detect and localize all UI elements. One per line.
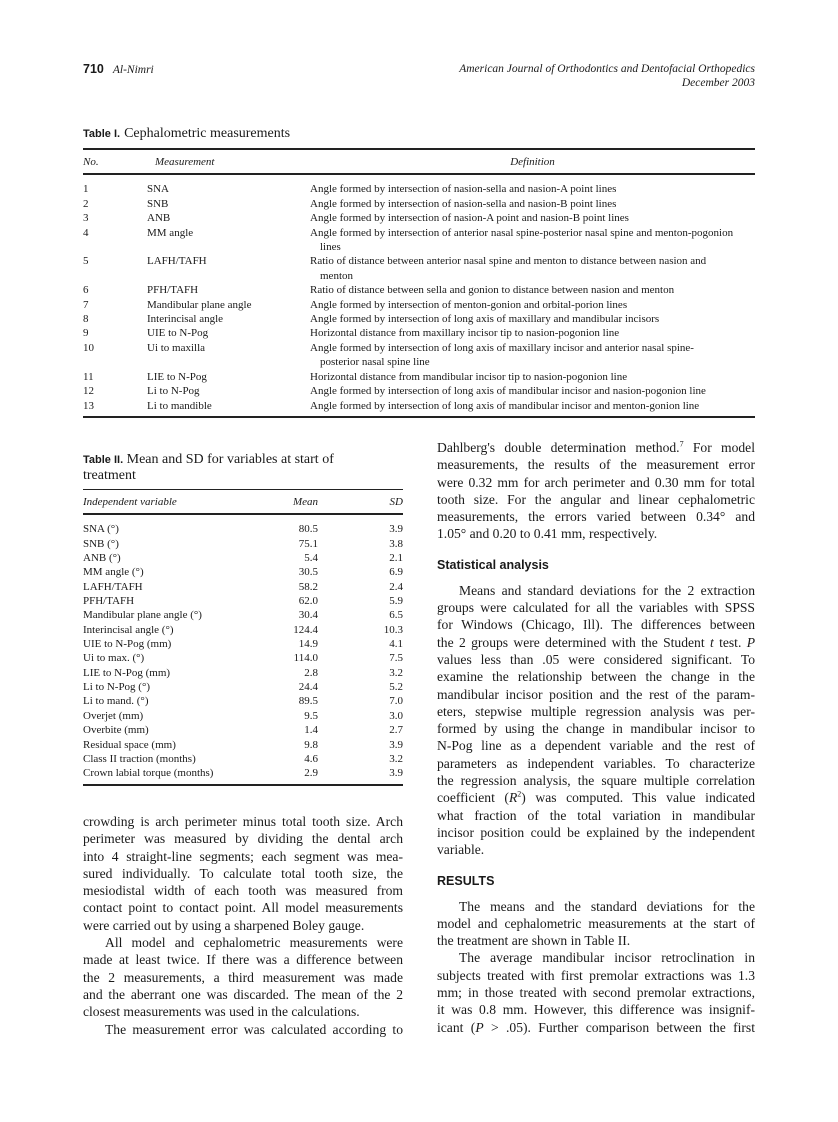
measurement-name: Interincisal angle bbox=[147, 313, 224, 326]
definition bbox=[310, 384, 755, 398]
text-line: mesiodistal width of each tooth was measured from bbox=[83, 883, 403, 899]
sd-value: 3.0 bbox=[389, 709, 403, 722]
variable-name: SNA (°) bbox=[83, 523, 119, 536]
sd-value: 7.5 bbox=[389, 652, 403, 665]
sd-value: 6.9 bbox=[389, 566, 403, 579]
table-row bbox=[83, 723, 403, 737]
measurement-name: SNB bbox=[147, 197, 169, 210]
variable-name: LAFH/TAFH bbox=[83, 580, 143, 593]
page-number: 710 bbox=[83, 62, 104, 76]
column-header: No. bbox=[83, 156, 99, 168]
definition bbox=[310, 283, 755, 297]
definition-line: Angle formed by intersection of nasion-A point and nasion-B point lines bbox=[310, 212, 629, 225]
text-line: what fraction of the total variation in mandibular bbox=[437, 807, 755, 823]
text-segment: the 2 groups were determined with the Student bbox=[437, 634, 710, 650]
definition bbox=[310, 341, 755, 370]
table-row bbox=[83, 738, 403, 752]
text-line: measurements, the results of the measurement error bbox=[437, 457, 755, 473]
text-line bbox=[437, 1019, 755, 1036]
column-header: SD bbox=[389, 496, 403, 508]
table-row bbox=[83, 312, 755, 326]
text-line: the treatment are shown in Table II. bbox=[437, 933, 631, 949]
sd-value: 6.5 bbox=[389, 609, 403, 622]
table-row bbox=[83, 326, 755, 340]
table-row bbox=[83, 537, 403, 551]
table-row bbox=[83, 637, 403, 651]
text-line: measurements, the errors varied between 0.34° and bbox=[437, 509, 755, 525]
definition-line: Horizontal distance from mandibular incisor tip to nasion-pogonion line bbox=[310, 370, 628, 383]
variable-name: ANB (°) bbox=[83, 552, 121, 565]
table-row bbox=[83, 399, 755, 413]
table-row bbox=[83, 680, 403, 694]
text-segment: > .05). Further comparison between the first bbox=[483, 1019, 755, 1035]
text-line bbox=[437, 634, 755, 651]
table-row bbox=[83, 623, 403, 637]
definition bbox=[310, 211, 755, 225]
sd-value: 2.7 bbox=[389, 724, 403, 737]
definition-line: Ratio of distance between anterior nasal spine and menton to distance between nasion and bbox=[310, 255, 707, 268]
row-number: 12 bbox=[83, 385, 94, 398]
mean-value: 30.4 bbox=[298, 609, 318, 622]
text-segment: P bbox=[746, 634, 755, 650]
column-header: Measurement bbox=[155, 156, 215, 168]
text-line: into 4 straight-line segments; each segment was mea- bbox=[83, 848, 403, 864]
variable-name: SNB (°) bbox=[83, 537, 119, 550]
right-text-column bbox=[437, 439, 755, 1036]
row-number: 2 bbox=[83, 197, 89, 210]
sd-value: 3.2 bbox=[389, 666, 403, 679]
definition-line: Ratio of distance between sella and gonion to distance between nasion and menton bbox=[310, 284, 675, 297]
definition bbox=[310, 254, 755, 283]
row-number: 9 bbox=[83, 327, 89, 340]
text-line: All model and cephalometric measurements were bbox=[105, 935, 403, 951]
table-row bbox=[83, 752, 403, 766]
table-row bbox=[83, 298, 755, 312]
table-2 bbox=[83, 452, 403, 786]
text-segment: Dahlberg's double determination method. bbox=[437, 440, 680, 455]
mean-value: 58.2 bbox=[298, 580, 318, 593]
measurement-name: Li to N-Pog bbox=[147, 385, 200, 398]
sd-value: 3.9 bbox=[389, 523, 403, 536]
mean-value: 9.8 bbox=[304, 738, 318, 751]
definition bbox=[310, 370, 755, 384]
measurement-name: Ui to maxilla bbox=[147, 341, 206, 354]
text-line: mandibular incisor position and the rest of the param- bbox=[437, 686, 755, 702]
table-1 bbox=[83, 124, 755, 418]
definition-line: Angle formed by intersection of long axis of maxillary and mandibular incisors bbox=[310, 313, 660, 326]
running-header-right bbox=[459, 62, 755, 90]
variable-name: Mandibular plane angle (°) bbox=[83, 609, 202, 622]
running-header-left bbox=[83, 62, 154, 77]
table-row bbox=[83, 694, 403, 708]
mean-value: 5.4 bbox=[304, 552, 318, 565]
text-line: it was 0.8 mm. However, this difference was insignif- bbox=[437, 1002, 755, 1018]
superscript: 2 bbox=[517, 789, 522, 799]
table-row bbox=[83, 197, 755, 211]
mean-value: 14.9 bbox=[298, 638, 318, 651]
sd-value: 3.9 bbox=[389, 767, 403, 780]
text-line: parameters as independent variables. To characterize bbox=[437, 755, 755, 771]
text-line: the regression analysis, the square multiple correlation bbox=[437, 773, 755, 789]
text-line: 1.05° and 0.20 to 0.41 mm, respectively. bbox=[437, 526, 658, 542]
row-number: 13 bbox=[83, 399, 94, 412]
mean-value: 75.1 bbox=[298, 537, 318, 550]
text-line: The average mandibular incisor retroclination in bbox=[459, 950, 755, 966]
superscript: 7 bbox=[679, 439, 684, 449]
variable-name: Interincisal angle (°) bbox=[83, 623, 174, 636]
table-row bbox=[83, 666, 403, 680]
row-number: 11 bbox=[83, 370, 94, 383]
measurement-name: LAFH/TAFH bbox=[147, 255, 207, 268]
text-line: were carried out by using a sharpened Boley gauge. bbox=[83, 917, 365, 933]
text-segment: R bbox=[508, 790, 518, 806]
text-line bbox=[437, 789, 755, 806]
mean-value: 62.0 bbox=[298, 595, 318, 608]
definition-line: Angle formed by intersection of nasion-sella and nasion-B point lines bbox=[310, 197, 617, 210]
variable-name: MM angle (°) bbox=[83, 566, 144, 579]
text-line: crowding is arch perimeter minus total tooth size. Arch bbox=[83, 814, 403, 829]
table-title: treatment bbox=[83, 468, 136, 483]
row-number: 5 bbox=[83, 255, 89, 268]
text-segment: test. bbox=[713, 634, 747, 650]
table-row bbox=[83, 651, 403, 665]
definition bbox=[310, 326, 755, 340]
sd-value: 3.9 bbox=[389, 738, 403, 751]
table-row bbox=[83, 594, 403, 608]
text-line: were 0.32 mm for arch perimeter and 0.30 mm for total bbox=[437, 474, 755, 490]
text-segment: t bbox=[709, 634, 714, 650]
variable-name: Residual space (mm) bbox=[83, 738, 176, 751]
text-line: and the aberrant one was discarded. The mean of the 2 bbox=[83, 986, 403, 1002]
table-label: Table I. bbox=[83, 128, 121, 140]
text-line: groups were calculated for all the variables with SPSS bbox=[437, 600, 755, 616]
definition-line: lines bbox=[320, 241, 341, 254]
table-row bbox=[83, 709, 403, 723]
measurement-name: Li to mandible bbox=[147, 399, 212, 412]
variable-name: Crown labial torque (months) bbox=[83, 767, 214, 780]
variable-name: LIE to N-Pog (mm) bbox=[83, 666, 171, 679]
text-line: made at least twice. If there was a difference between bbox=[83, 952, 403, 968]
text-line: values less than .05 were considered significant. To bbox=[437, 651, 755, 667]
text-line bbox=[437, 439, 755, 456]
definition-line: Angle formed by intersection of long axis of maxillary incisor and anterior nasal spine- bbox=[310, 341, 694, 354]
definition bbox=[310, 399, 755, 413]
text-segment: icant ( bbox=[437, 1019, 476, 1035]
row-number: 8 bbox=[83, 313, 89, 326]
row-number: 4 bbox=[83, 226, 89, 239]
measurement-name: MM angle bbox=[147, 226, 194, 239]
sd-value: 3.8 bbox=[389, 537, 403, 550]
table-title: Cephalometric measurements bbox=[124, 126, 291, 141]
text-line: model and cephalometric measurements at the start of bbox=[437, 915, 755, 931]
definition bbox=[310, 174, 755, 196]
definition-line: Angle formed by intersection of nasion-sella and nasion-A point lines bbox=[310, 183, 617, 196]
issue-date: December 2003 bbox=[681, 77, 755, 89]
mean-value: 80.5 bbox=[298, 523, 318, 536]
row-number: 3 bbox=[83, 212, 89, 225]
column-header: Definition bbox=[510, 156, 555, 168]
column-header: Mean bbox=[292, 496, 318, 508]
section-heading: Statistical analysis bbox=[437, 557, 549, 572]
variable-name: Li to mand. (°) bbox=[83, 695, 149, 708]
text-line: closest measurements was used in the calculations. bbox=[83, 1004, 360, 1020]
sd-value: 2.4 bbox=[389, 580, 403, 593]
measurement-name: Mandibular plane angle bbox=[147, 298, 252, 311]
definition-line: posterior nasal spine line bbox=[320, 356, 430, 369]
table-row bbox=[83, 370, 755, 384]
text-line: for Windows (Chicago, Ill). The differences between bbox=[437, 617, 755, 633]
text-line: N-Pog line as a dependent variable and the rest of bbox=[437, 738, 755, 754]
variable-name: Class II traction (months) bbox=[83, 752, 196, 765]
text-line: variable. bbox=[437, 842, 485, 858]
measurement-name: PFH/TAFH bbox=[147, 284, 199, 297]
text-line: the 2 measurements, a third measurement was made bbox=[83, 969, 403, 985]
mean-value: 2.9 bbox=[304, 767, 318, 780]
text-line: tooth size. For the angular and linear cephalometric bbox=[437, 491, 755, 507]
measurement-name: UIE to N-Pog bbox=[147, 327, 209, 340]
row-number: 7 bbox=[83, 298, 89, 311]
column-header: Independent variable bbox=[83, 496, 177, 508]
variable-name: Overjet (mm) bbox=[83, 709, 144, 722]
variable-name: Overbite (mm) bbox=[83, 724, 149, 737]
text-segment: For model bbox=[683, 440, 755, 455]
table-row bbox=[83, 766, 403, 780]
text-line: The means and the standard deviations for the bbox=[459, 898, 755, 914]
row-number: 6 bbox=[83, 284, 89, 297]
text-segment: P bbox=[475, 1019, 484, 1035]
author: Al-Nimri bbox=[112, 64, 154, 76]
variable-name: Li to N-Pog (°) bbox=[83, 681, 151, 694]
definition bbox=[310, 298, 755, 312]
table-row bbox=[83, 174, 755, 196]
text-line: contact point to contact point. All model measurements bbox=[83, 900, 403, 916]
text-line: formed by using the change in mandibular incisor to bbox=[437, 721, 755, 737]
table-row bbox=[83, 608, 403, 622]
table-title: Mean and SD for variables at start of bbox=[126, 452, 334, 467]
definition-line: Angle formed by intersection of anterior nasal spine-posterior nasal spine and menton-pogonion bbox=[310, 226, 734, 239]
table-row bbox=[83, 211, 755, 225]
sd-value: 5.2 bbox=[389, 681, 403, 694]
table-row bbox=[83, 283, 755, 297]
mean-value: 9.5 bbox=[304, 709, 318, 722]
text-line: perimeter was measured by dividing the dental arch bbox=[83, 831, 403, 847]
mean-value: 89.5 bbox=[298, 695, 318, 708]
text-line: The measurement error was calculated according to bbox=[105, 1021, 403, 1037]
definition-line: Horizontal distance from maxillary incisor tip to nasion-pogonion line bbox=[310, 327, 620, 340]
definition-line: Angle formed by intersection of menton-gonion and orbital-porion lines bbox=[310, 298, 628, 311]
table-row bbox=[83, 384, 755, 398]
definition bbox=[310, 226, 755, 255]
sd-value: 7.0 bbox=[389, 695, 403, 708]
mean-value: 24.4 bbox=[298, 681, 318, 694]
table-row bbox=[83, 551, 403, 565]
table-row bbox=[83, 580, 403, 594]
table-row bbox=[83, 522, 403, 536]
text-line: sured individually. To calculate total tooth size, the bbox=[83, 865, 403, 881]
definition-line: Angle formed by intersection of long axis of mandibular incisor and menton-gonion line bbox=[310, 399, 700, 412]
spacer bbox=[437, 859, 755, 873]
variable-name: UIE to N-Pog (mm) bbox=[83, 638, 172, 651]
text-line: incisor position could be explained by the independent bbox=[437, 824, 755, 840]
definition bbox=[310, 197, 755, 211]
variable-name: Ui to max. (°) bbox=[83, 652, 145, 665]
row-number: 10 bbox=[83, 341, 94, 354]
mean-value: 1.4 bbox=[304, 724, 318, 737]
left-text-column bbox=[83, 813, 403, 1038]
spacer bbox=[437, 543, 755, 557]
definition-line: Angle formed by intersection of long axis of mandibular incisor and nasion-pogonion line bbox=[310, 385, 706, 398]
mean-value: 114.0 bbox=[293, 652, 318, 665]
measurement-name: SNA bbox=[147, 183, 170, 196]
sd-value: 3.2 bbox=[389, 752, 403, 765]
sd-value: 10.3 bbox=[383, 623, 403, 636]
text-line: examine the relationship between the change in the bbox=[437, 669, 755, 685]
table-row bbox=[83, 226, 755, 255]
variable-name: PFH/TAFH bbox=[83, 595, 135, 608]
text-line: Means and standard deviations for the 2 extraction bbox=[459, 582, 755, 598]
definition bbox=[310, 312, 755, 326]
table-row bbox=[83, 254, 755, 283]
text-line: mm; in those treated with second premolar extractions, bbox=[437, 985, 755, 1001]
journal-name: American Journal of Orthodontics and Dentofacial Orthopedics bbox=[459, 63, 755, 75]
mean-value: 4.6 bbox=[304, 752, 318, 765]
text-segment: ) was computed. This value indicated bbox=[521, 790, 755, 806]
mean-value: 2.8 bbox=[304, 666, 318, 679]
text-segment: coefficient ( bbox=[437, 790, 509, 806]
mean-value: 124.4 bbox=[293, 623, 318, 636]
text-line: eters, stepwise multiple regression analysis was per- bbox=[437, 703, 755, 719]
section-heading: RESULTS bbox=[437, 873, 495, 888]
measurement-name: LIE to N-Pog bbox=[147, 370, 207, 383]
table-label: Table II. bbox=[83, 454, 124, 466]
sd-value: 5.9 bbox=[389, 595, 403, 608]
table-row bbox=[83, 565, 403, 579]
definition-line: menton bbox=[320, 269, 353, 282]
table-row bbox=[83, 341, 755, 370]
row-number: 1 bbox=[83, 183, 89, 196]
mean-value: 30.5 bbox=[298, 566, 318, 579]
measurement-name: ANB bbox=[147, 212, 171, 225]
sd-value: 4.1 bbox=[389, 638, 403, 651]
sd-value: 2.1 bbox=[389, 552, 403, 565]
text-line: subjects treated with first premolar extractions was 1.3 bbox=[437, 967, 755, 983]
